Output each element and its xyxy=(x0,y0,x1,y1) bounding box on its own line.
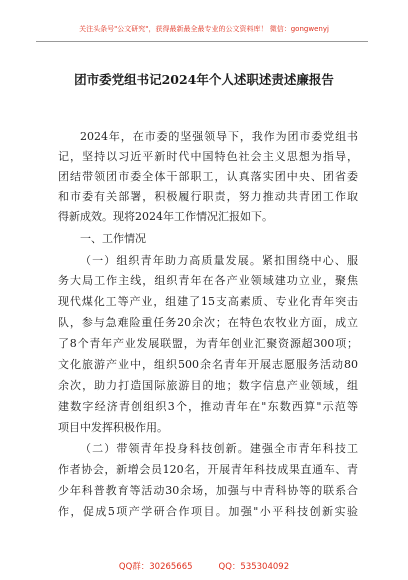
paragraph-line: 记，坚持以习近平新时代中国特色社会主义思想为指导， xyxy=(58,150,358,163)
paragraph-line: 和市委有关部署，积极履行职责，努力推动共青团工作取 xyxy=(58,190,358,203)
paragraph-line: 余次，助力打造国际旅游目的地；数字信息产业领域，组 xyxy=(58,379,358,392)
paragraph-line: （一）组织青年助力高质量发展。紧扣围绕中心、服 xyxy=(80,254,358,267)
paragraph-line: 项目中发挥积极作用。 xyxy=(58,421,168,434)
paragraph-line: 务大局工作主线，组织青年在各产业领域建功立业，聚焦 xyxy=(58,274,358,287)
paragraph-line: 建数字经济青创组织3个，推动青年在"东数西算"示范等 xyxy=(58,400,358,413)
paragraph-line: 得新成效。现将2024年工作情况汇报如下。 xyxy=(58,210,273,223)
paragraph-line: 作，促成5项产学研合作项目。加强"小平科技创新实验 xyxy=(58,505,358,518)
contact-footer xyxy=(0,560,408,572)
paragraph-line: 2024年，在市委的坚强领导下，我作为团市委党组书 xyxy=(80,130,358,143)
paragraph-line: 队，参与急难险重任务20余次；在特色农牧业方面，成立 xyxy=(58,316,358,329)
paragraph-line: 少年科普教育等活动30余场，加强与中青科协等的联系合 xyxy=(58,484,358,497)
paragraph-line: 团结带领团市委全体干部职工，认真落实团中央、团省委 xyxy=(58,170,358,183)
paragraph-line: 文化旅游产业中，组织500余名青年开展志愿服务活动80 xyxy=(58,358,358,371)
document-title: 团市委党组书记2024年个人述职述责述廉报告 xyxy=(74,72,334,87)
section-heading: 一、工作情况 xyxy=(80,232,146,245)
qq-group-number: QQ群：30265665 xyxy=(118,562,193,572)
paragraph-line: 作者协会，新增会员120名，开展青年科技成果直通车、青 xyxy=(58,463,358,476)
qq-number: QQ：535304092 xyxy=(218,562,290,572)
paragraph-line: 了8个青年产业发展联盟，为青年创业汇聚资源超300项； xyxy=(58,337,358,350)
promo-banner: 关注头条号"公文研究"，获得最新最全最专业的公文资料库！ 微信：gongwenyj xyxy=(79,25,329,33)
paragraph-line: （二）带领青年投身科技创新。建强全市青年科技工 xyxy=(80,442,358,455)
paragraph-line: 现代煤化工等产业，组建了15支高素质、专业化青年突击 xyxy=(58,295,358,308)
